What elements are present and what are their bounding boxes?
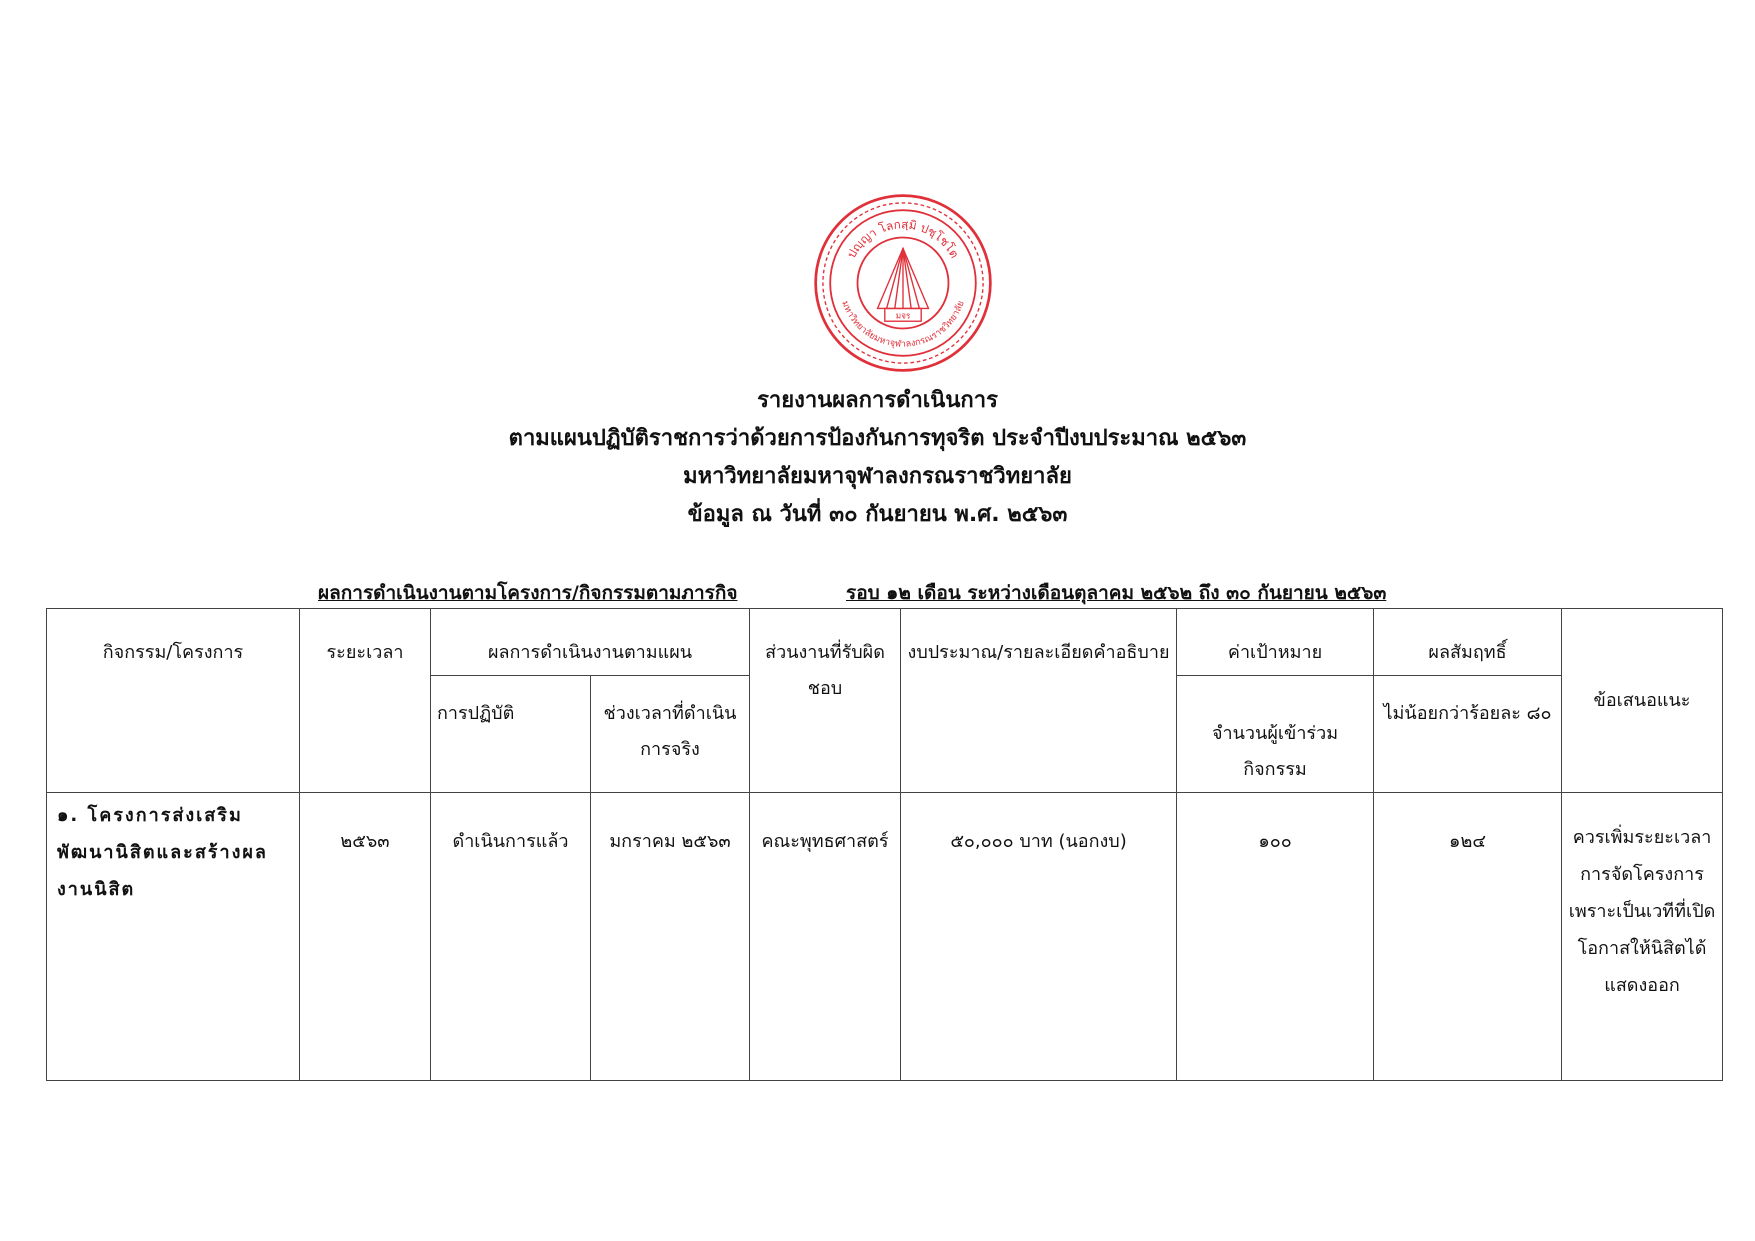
header-achievement-group: ผลสัมฤทธิ์ (1374, 609, 1562, 676)
cell-target: ๑๐๐ (1177, 793, 1374, 1081)
report-title: รายงานผลการดำเนินการ (757, 388, 998, 413)
cell-practice: ดำเนินการแล้ว (431, 793, 591, 1081)
cell-recommendation: ควรเพิ่มระยะเวลาการจัดโครงการ เพราะเป็นเวทีที่เปิดโอกาสให้นิสิตได้แสดงออก (1562, 793, 1723, 1081)
cell-actual-period: มกราคม ๒๕๖๓ (591, 793, 750, 1081)
header-actual-period: ช่วงเวลาที่ดำเนินการจริง (591, 676, 750, 793)
cell-achievement: ๑๒๔ (1374, 793, 1562, 1081)
header-target-sub: จำนวนผู้เข้าร่วมกิจกรรม (1177, 676, 1374, 793)
data-date: ข้อมูล ณ วันที่ ๓๐ กันยายน พ.ศ. ๒๕๖๓ (687, 502, 1068, 527)
seal-bottom-lettering: มหาวิทยาลัยมหาจุฬาลงกรณราชวิทยาลัย (839, 299, 967, 350)
seal-center-lettering: มจร (895, 310, 911, 321)
header-target-group: ค่าเป้าหมาย (1177, 609, 1374, 676)
cell-duration: ๒๕๖๓ (300, 793, 431, 1081)
header-recommendation: ข้อเสนอแนะ (1562, 609, 1723, 793)
cell-responsible: คณะพุทธศาสตร์ (750, 793, 901, 1081)
table-row (47, 793, 1723, 1081)
header-budget: งบประมาณ/รายละเอียดคำอธิบาย (901, 609, 1177, 793)
header-achievement-sub: ไม่น้อยกว่าร้อยละ ๘๐ (1374, 676, 1562, 793)
header-results-group: ผลการดำเนินงานตามแผน (431, 609, 750, 676)
period-caption: ผลการดำเนินงานตามโครงการ/กิจกรรมตามภารกิจ (318, 582, 738, 604)
university-name: มหาวิทยาลัยมหาจุฬาลงกรณราชวิทยาลัย (683, 464, 1072, 489)
header-activity: กิจกรรม/โครงการ (47, 609, 300, 793)
cell-budget: ๕๐,๐๐๐ บาท (นอกงบ) (901, 793, 1177, 1081)
report-subtitle: ตามแผนปฏิบัติราชการว่าด้วยการป้องกันการทุจริต ประจำปีงบประมาณ ๒๕๖๓ (508, 426, 1247, 451)
header-practice: การปฏิบัติ (431, 676, 591, 793)
cell-activity: ๑. โครงการส่งเสริมพัฒนานิสิตและสร้างผลงานนิสิต (47, 793, 300, 1081)
header-duration: ระยะเวลา (300, 609, 431, 793)
report-table (46, 608, 1723, 1081)
seal-top-lettering: ปญฺญา โลกสฺมิ ปชฺโชโต (844, 217, 962, 261)
period-range: รอบ ๑๒ เดือน ระหว่างเดือนตุลาคม ๒๕๖๒ ถึง ๓๐ กันยายน ๒๕๖๓ (846, 582, 1387, 604)
report-title-block (0, 382, 1755, 534)
university-seal-icon (812, 192, 994, 374)
header-responsible: ส่วนงานที่รับผิดชอบ (750, 609, 901, 793)
